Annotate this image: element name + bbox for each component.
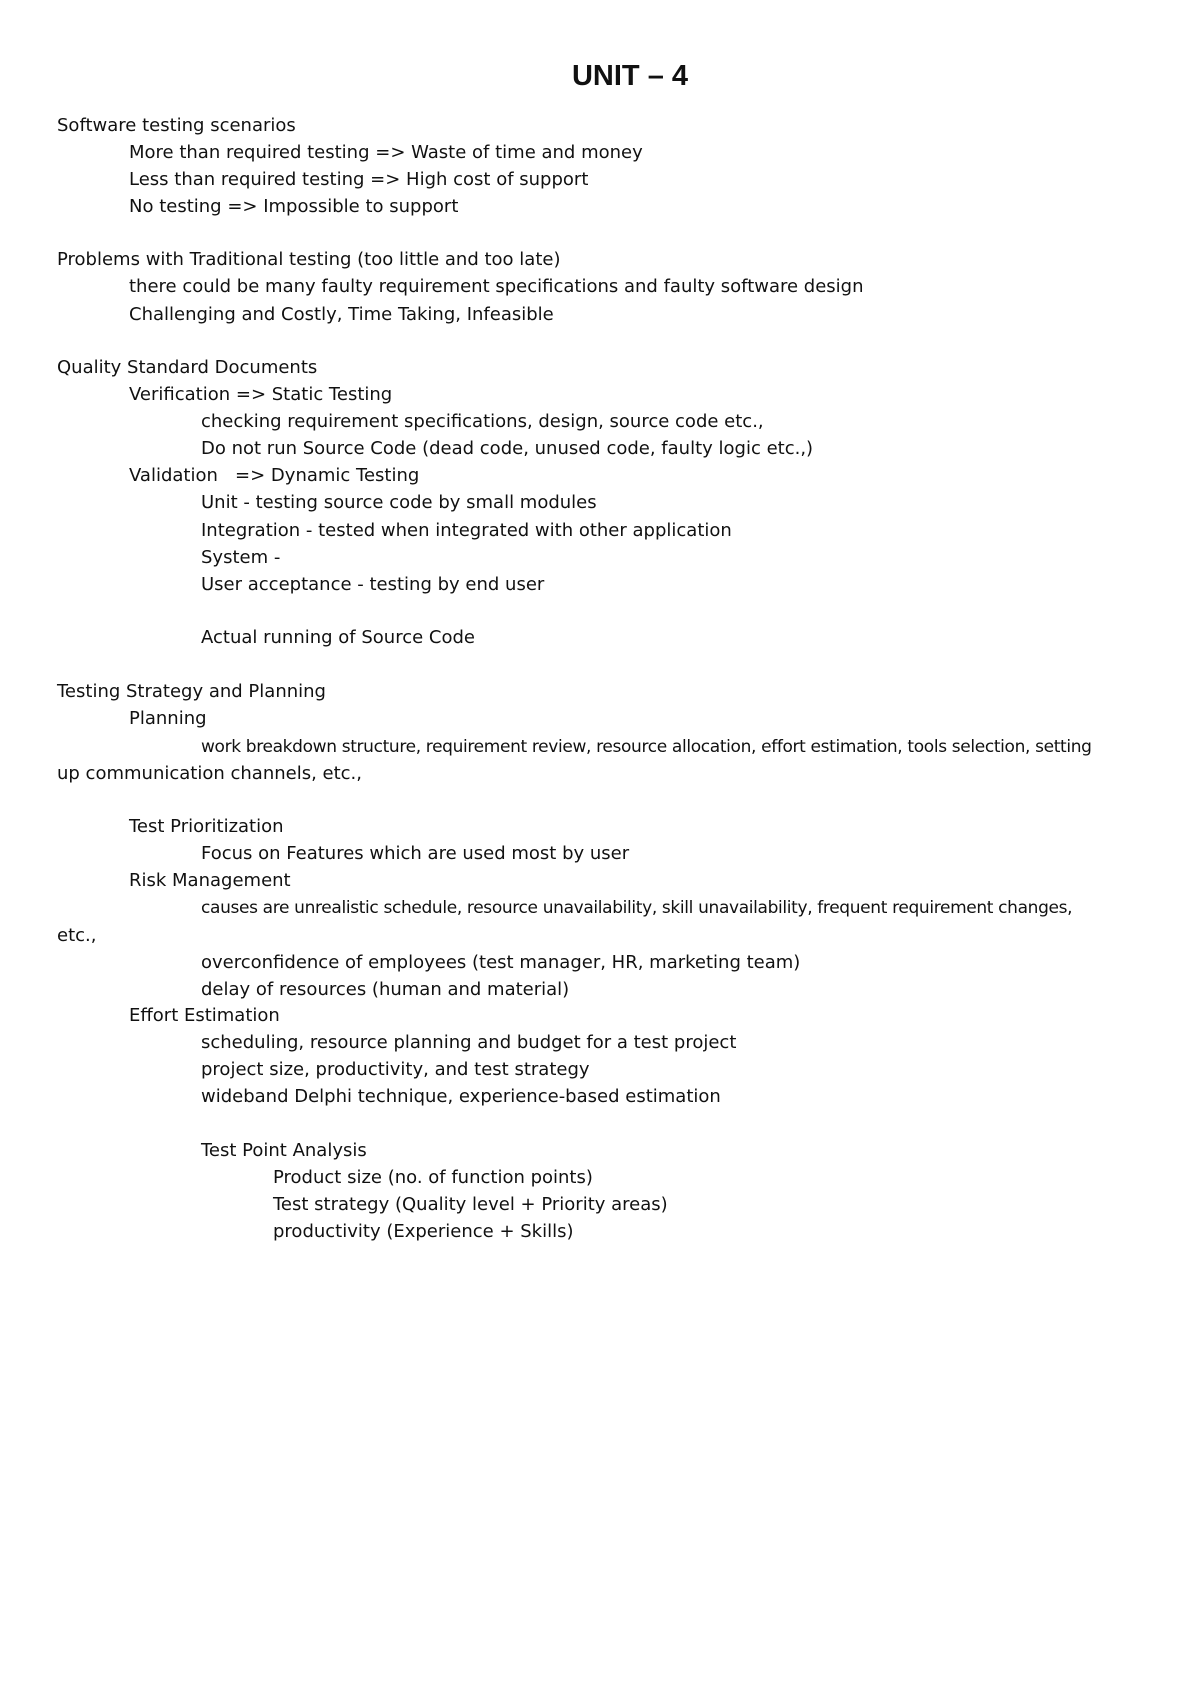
list-item: More than required testing => Waste of time and money [129,142,643,163]
list-item: No testing => Impossible to support [129,196,459,217]
risk-causes-line2: etc., [57,925,97,946]
list-item: User acceptance - testing by end user [201,574,545,595]
page-title: UNIT – 4 [571,60,689,92]
list-item: Challenging and Costly, Time Taking, Infeasible [129,304,554,325]
list-item: overconfidence of employees (test manager, HR, marketing team) [201,952,801,973]
list-item: Less than required testing => High cost of support [129,169,589,190]
section-heading-scenarios: Software testing scenarios [57,115,296,136]
list-item: checking requirement specifications, design, source code etc., [201,411,764,432]
list-item: delay of resources (human and material) [201,979,570,1000]
list-item: Integration - tested when integrated with other application [201,520,732,541]
list-item: Product size (no. of function points) [273,1167,593,1188]
list-item: Unit - testing source code by small modules [201,492,597,513]
section-heading-strategy: Testing Strategy and Planning [57,681,326,702]
subheading-tpa: Test Point Analysis [201,1140,367,1161]
section-heading-quality: Quality Standard Documents [57,357,318,378]
planning-text-line2: up communication channels, etc., [57,763,362,784]
list-item: wideband Delphi technique, experience-based estimation [201,1086,721,1107]
list-item: project size, productivity, and test strategy [201,1059,590,1080]
list-item: there could be many faulty requirement specifications and faulty software design [129,276,864,297]
subheading-effort: Effort Estimation [129,1005,280,1026]
list-item: Do not run Source Code (dead code, unused code, faulty logic etc.,) [201,438,814,459]
subheading-prioritization: Test Prioritization [129,816,284,837]
list-item: productivity (Experience + Skills) [273,1221,574,1242]
section-heading-traditional: Problems with Traditional testing (too little and too late) [57,249,561,270]
subheading-verification: Verification => Static Testing [129,384,393,405]
list-item: Focus on Features which are used most by user [201,843,630,864]
validation-note: Actual running of Source Code [201,627,475,648]
risk-causes-line1: causes are unrealistic schedule, resource unavailability, skill unavailability, frequent requirement changes, [201,898,1073,918]
subheading-validation: Validation => Dynamic Testing [129,465,420,486]
list-item: Test strategy (Quality level + Priority areas) [273,1194,668,1215]
subheading-planning: Planning [129,708,207,729]
list-item: System - [201,547,281,568]
subheading-risk: Risk Management [129,870,291,891]
list-item: scheduling, resource planning and budget for a test project [201,1032,737,1053]
planning-text-line1: work breakdown structure, requirement review, resource allocation, effort estimation, tools selection, setting [201,737,1092,757]
